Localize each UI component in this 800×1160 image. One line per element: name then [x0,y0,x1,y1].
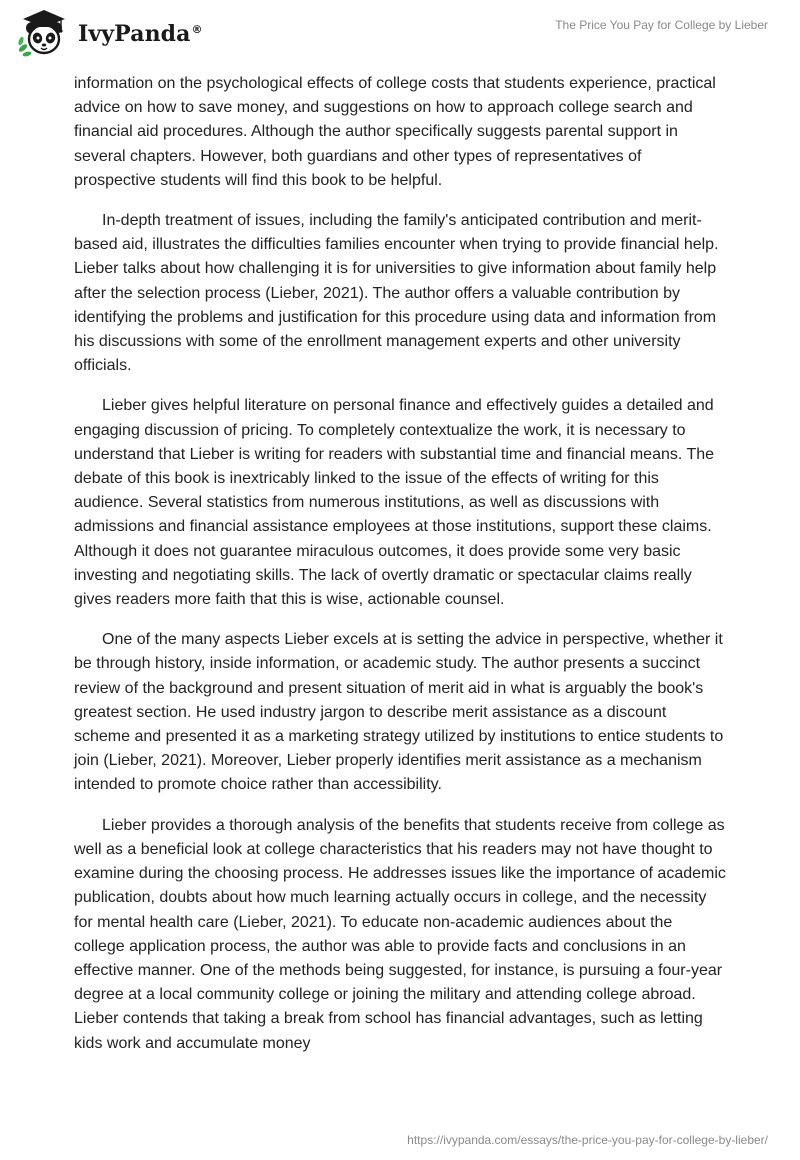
essay-body [74,72,726,1072]
registered-mark: ® [191,22,203,36]
essay-paragraph: Lieber provides a thorough analysis of the benefits that students receive from college as well as a beneficial look at college characteristics that his readers may not have thought to examine during the choosing process. He addresses issues like the importance of academic publication, doubts about how much learning actually occurs in college, and the necessity for mental health care (Lieber, 2021). To educate non-academic audiences about the college application process, the author was able to provide facts and conclusions in an effective manner. One of the methods being suggested, for instance, is pursuing a four-year degree at a local community college or joining the military and attending college abroad. Lieber contends that taking a break from school has financial advantages, such as letting kids work and accumulate money [74,816,726,1052]
panda-graduate-icon [16,8,72,60]
essay-paragraph: One of the many aspects Lieber excels at is setting the advice in perspective, whether it be through history, inside information, or academic study. The author presents a succinct review of the background and present situation of merit aid in what is arguably the book's greatest section. He used industry jargon to describe merit assistance as a discount scheme and presented it as a marketing strategy utilized by institutions to entice students to join (Lieber, 2021). Moreover, Lieber properly identifies merit assistance as a mechanism intended to promote choice rather than accessibility. [74,631,724,794]
document-title: The Price You Pay for College by Lieber [555,18,768,32]
source-url-link[interactable]: https://ivypanda.com/essays/the-price-you-pay-for-college-by-lieber/ [407,1133,768,1147]
brand-name: IvyPanda® [78,21,203,47]
page-header [0,0,800,70]
essay-paragraph: In-depth treatment of issues, including the family's anticipated contribution and merit-based aid, illustrates the difficulties families encounter when trying to provide financial help. Lieber talks about how challenging it is for universities to give information about family help after the selection process (Lieber, 2021). The author offers a valuable contribution by identifying the problems and justification for this procedure using data and information from his discussions with some of the enrollment management experts and other university officials. [74,212,719,375]
ivypanda-logo[interactable] [16,8,203,60]
essay-paragraph: information on the psychological effects of college costs that students experience, practical advice on how to save money, and suggestions on how to approach college search and financial aid procedures. Although the author specifically suggests parental support in several chapters. However, both guardians and other types of representatives of prospective students will find this book to be helpful. [74,75,716,189]
essay-paragraph: Lieber gives helpful literature on personal finance and effectively guides a detailed and engaging discussion of pricing. To completely contextualize the work, it is necessary to understand that Lieber is writing for readers with substantial time and financial means. The debate of this book is inextricably linked to the issue of the effects of writing for this audience. Several statistics from numerous institutions, as well as discussions with admissions and financial assistance employees at those institutions, support these claims. Although it does not guarantee miraculous outcomes, it does provide some very basic investing and negotiating skills. The lack of overtly dramatic or spectacular claims really gives readers more faith that this is wise, actionable counsel. [74,397,715,609]
